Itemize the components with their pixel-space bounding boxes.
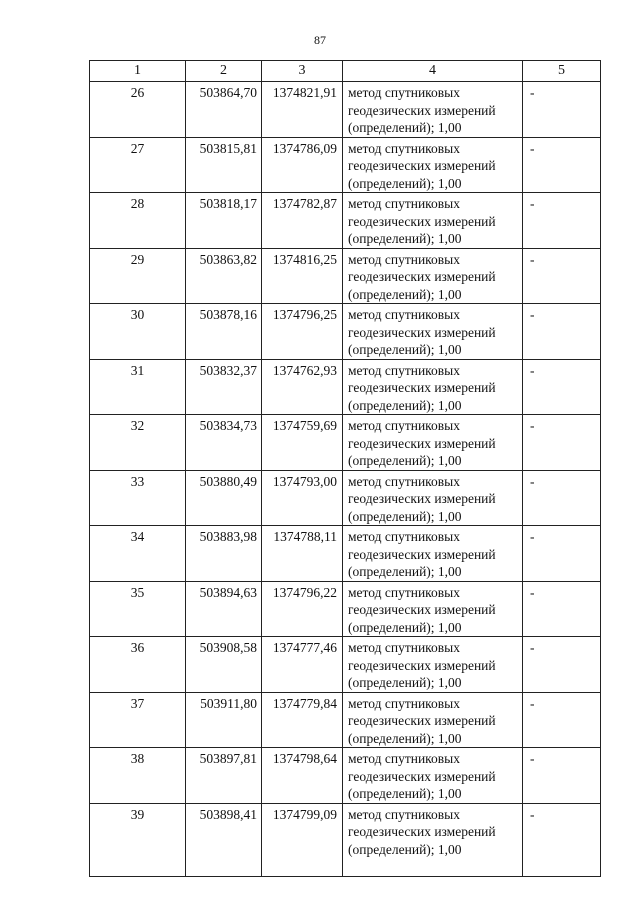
- note-cell: -: [523, 470, 601, 526]
- point-number-cell: 33: [90, 470, 186, 526]
- point-number-cell: 35: [90, 581, 186, 637]
- point-number-cell: 29: [90, 248, 186, 304]
- note-cell: -: [523, 581, 601, 637]
- x-coordinate-cell: 503894,63: [186, 581, 262, 637]
- point-number-cell: 39: [90, 803, 186, 876]
- column-header: 2: [186, 61, 262, 82]
- method-cell: метод спутниковых геодезических измерений (определений); 1,00: [343, 637, 523, 693]
- column-header: 1: [90, 61, 186, 82]
- y-coordinate-cell: 1374786,09: [262, 137, 343, 193]
- table-row: [90, 82, 601, 138]
- method-cell: метод спутниковых геодезических измерений (определений); 1,00: [343, 581, 523, 637]
- table-row: [90, 637, 601, 693]
- y-coordinate-cell: 1374793,00: [262, 470, 343, 526]
- x-coordinate-cell: 503898,41: [186, 803, 262, 876]
- column-header: 3: [262, 61, 343, 82]
- x-coordinate-cell: 503864,70: [186, 82, 262, 138]
- point-number-cell: 26: [90, 82, 186, 138]
- method-cell: метод спутниковых геодезических измерений (определений); 1,00: [343, 304, 523, 360]
- method-cell: метод спутниковых геодезических измерений (определений); 1,00: [343, 803, 523, 876]
- point-number-cell: 34: [90, 526, 186, 582]
- table-row: [90, 137, 601, 193]
- x-coordinate-cell: 503832,37: [186, 359, 262, 415]
- y-coordinate-cell: 1374777,46: [262, 637, 343, 693]
- x-coordinate-cell: 503878,16: [186, 304, 262, 360]
- coordinates-table: [89, 60, 601, 877]
- table-row: [90, 526, 601, 582]
- x-coordinate-cell: 503897,81: [186, 748, 262, 804]
- y-coordinate-cell: 1374779,84: [262, 692, 343, 748]
- y-coordinate-cell: 1374816,25: [262, 248, 343, 304]
- table-row: [90, 193, 601, 249]
- point-number-cell: 31: [90, 359, 186, 415]
- point-number-cell: 37: [90, 692, 186, 748]
- method-cell: метод спутниковых геодезических измерений (определений); 1,00: [343, 692, 523, 748]
- page-number: 87: [314, 33, 326, 47]
- y-coordinate-cell: 1374796,22: [262, 581, 343, 637]
- note-cell: -: [523, 304, 601, 360]
- method-cell: метод спутниковых геодезических измерений (определений); 1,00: [343, 748, 523, 804]
- x-coordinate-cell: 503908,58: [186, 637, 262, 693]
- table-row: [90, 470, 601, 526]
- table-row: [90, 359, 601, 415]
- method-cell: метод спутниковых геодезических измерений (определений); 1,00: [343, 526, 523, 582]
- method-cell: метод спутниковых геодезических измерений (определений); 1,00: [343, 193, 523, 249]
- note-cell: -: [523, 748, 601, 804]
- y-coordinate-cell: 1374821,91: [262, 82, 343, 138]
- table-row: [90, 692, 601, 748]
- point-number-cell: 27: [90, 137, 186, 193]
- y-coordinate-cell: 1374796,25: [262, 304, 343, 360]
- method-cell: метод спутниковых геодезических измерений (определений); 1,00: [343, 415, 523, 471]
- method-cell: метод спутниковых геодезических измерений (определений); 1,00: [343, 137, 523, 193]
- x-coordinate-cell: 503863,82: [186, 248, 262, 304]
- note-cell: -: [523, 637, 601, 693]
- method-cell: метод спутниковых геодезических измерений (определений); 1,00: [343, 470, 523, 526]
- y-coordinate-cell: 1374799,09: [262, 803, 343, 876]
- table-header-row: [90, 61, 601, 82]
- column-header: 4: [343, 61, 523, 82]
- x-coordinate-cell: 503815,81: [186, 137, 262, 193]
- table-row: [90, 304, 601, 360]
- column-header: 5: [523, 61, 601, 82]
- table-row: [90, 581, 601, 637]
- point-number-cell: 28: [90, 193, 186, 249]
- note-cell: -: [523, 692, 601, 748]
- note-cell: -: [523, 526, 601, 582]
- note-cell: -: [523, 803, 601, 876]
- note-cell: -: [523, 137, 601, 193]
- x-coordinate-cell: 503911,80: [186, 692, 262, 748]
- point-number-cell: 32: [90, 415, 186, 471]
- y-coordinate-cell: 1374788,11: [262, 526, 343, 582]
- method-cell: метод спутниковых геодезических измерений (определений); 1,00: [343, 359, 523, 415]
- table-row: [90, 803, 601, 876]
- point-number-cell: 38: [90, 748, 186, 804]
- note-cell: -: [523, 415, 601, 471]
- note-cell: -: [523, 248, 601, 304]
- method-cell: метод спутниковых геодезических измерений (определений); 1,00: [343, 248, 523, 304]
- method-cell: метод спутниковых геодезических измерений (определений); 1,00: [343, 82, 523, 138]
- y-coordinate-cell: 1374782,87: [262, 193, 343, 249]
- x-coordinate-cell: 503883,98: [186, 526, 262, 582]
- note-cell: -: [523, 82, 601, 138]
- table-row: [90, 748, 601, 804]
- y-coordinate-cell: 1374759,69: [262, 415, 343, 471]
- note-cell: -: [523, 359, 601, 415]
- table-row: [90, 248, 601, 304]
- y-coordinate-cell: 1374798,64: [262, 748, 343, 804]
- point-number-cell: 30: [90, 304, 186, 360]
- x-coordinate-cell: 503818,17: [186, 193, 262, 249]
- point-number-cell: 36: [90, 637, 186, 693]
- y-coordinate-cell: 1374762,93: [262, 359, 343, 415]
- x-coordinate-cell: 503880,49: [186, 470, 262, 526]
- note-cell: -: [523, 193, 601, 249]
- x-coordinate-cell: 503834,73: [186, 415, 262, 471]
- table-row: [90, 415, 601, 471]
